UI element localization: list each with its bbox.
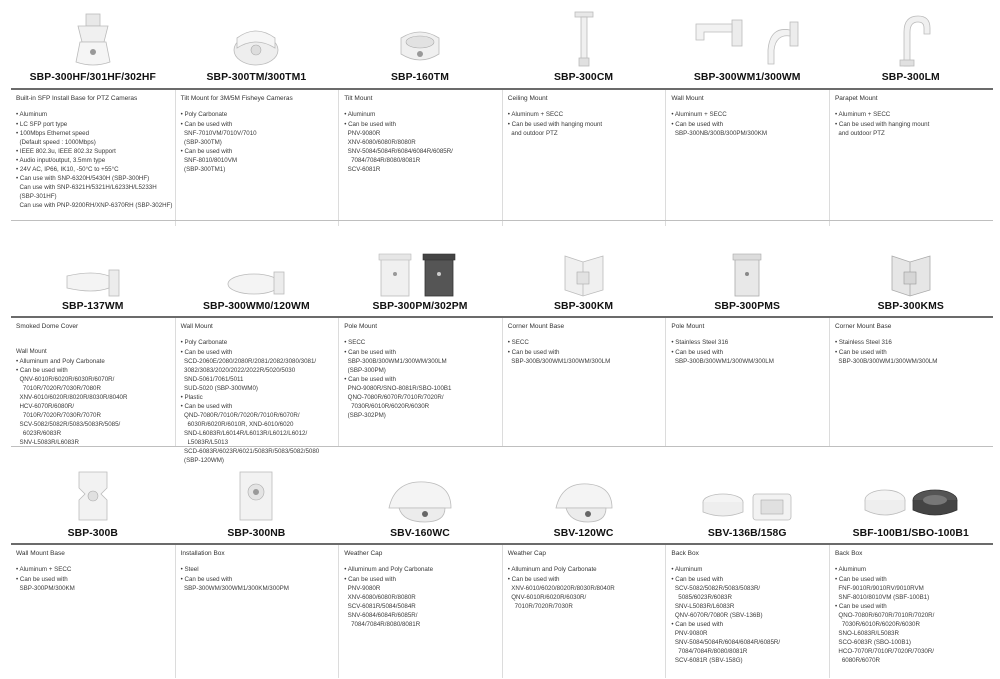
spec-line: PNV-9080R [344,584,381,592]
spec-line: • SECC [344,339,366,347]
product-image [338,236,502,298]
product-subtitle: Corner Mount Base [834,323,892,330]
spec-line: • Can be used with [344,375,396,383]
product-name: SBP-160TM [390,72,450,83]
product-subtitle: Weather Cap [344,550,383,557]
spec-line: SCV-5082/5082R/5083/5083R/5085/ [16,420,121,428]
spec-line: 6023R/6083R [16,429,62,437]
product-name: SBP-300LM [881,72,940,83]
spec-line: • Can be used with [180,147,233,155]
product-name: SBP-300TM/300TM1 [206,72,307,83]
product-spec-cell [665,318,829,446]
product-spec-cell [338,90,502,226]
spec-line: QNO-7080R/6070R/7010R/7020R/ [834,611,935,619]
spec-line: • Can be used with [834,575,887,583]
spec-line: and outdoor PTZ [834,129,885,137]
spec-line: SNF-8010/8010VM [180,156,237,164]
spec-line: PNV-9080R [344,129,381,137]
product-name: SBP-300WM0/120WM [203,301,310,312]
spec-line: • Can be used with [834,348,887,356]
product-image [338,8,502,68]
spec-line: • Can be used with [180,402,233,410]
spec-line: Can use with PNP-9200RH/XNP-6370RH (SBP-302HF) [16,201,173,209]
product-spec-cell [665,90,829,226]
product-subtitle: Pole Mount [344,323,378,330]
spec-line: 7030R/6010R/6020R/6030R [834,620,920,628]
product-subtitle: Wall Mount Base [16,550,65,557]
product-image [338,458,502,524]
wall-mount-arm-icon [692,16,802,68]
product-subtitle: Smoked Dome Cover [16,323,79,330]
spec-line: • Stainless Steel 316 [671,339,729,347]
product-image [502,8,666,68]
spec-line: QND-7080R/7010R/7020R/7010R/6070R/ [180,411,300,419]
wall-mount-base-icon [73,468,113,524]
spec-line: (SBP-120WM) [180,457,224,465]
product-image [11,8,175,68]
spec-line: • Stainless Steel 316 [834,339,892,347]
ceiling-mount-icon [569,10,599,68]
product-image [11,236,175,298]
spec-line: • Aluminum [344,111,376,119]
spec-line: SBP-300B/300WM1/300WM/300LM [834,357,938,365]
spec-line: SUD-5020 (SBP-300WM0) [180,384,258,392]
product-spec-cell [175,90,339,226]
spec-line: QNV-6070R/7080R (SBV-136B) [671,611,763,619]
spec-line: 7010R/7020R/7030R/7070R [16,411,101,419]
spec-line: QNV-6010R/6020R/6030R/6070R/ [16,375,115,383]
spec-line: 7010R/7020R/7030R/7080R [16,384,101,392]
spec-line: • Can be used with [16,366,68,374]
product-spec-cell [502,318,666,446]
product-image [502,458,666,524]
spec-line: SBP-300B/300WM1/300WM/300LM [507,357,611,365]
spec-line: PNO-9080R/SNO-8081R/SBO-100B1 [344,384,452,392]
spec-line: SCV-5082/5082R/5083/5083R/ [671,584,761,592]
product-subtitle: Wall Mount [671,95,704,102]
product-spec-cell [175,545,339,678]
spec-line: 7084/7084R/8080/8081R [344,620,421,628]
spec-line [16,338,169,347]
spec-line: SNO-L6083R/L5083R [834,629,899,637]
spec-line: • Can be used with [180,575,233,583]
product-image [11,458,175,524]
spec-line: • Can be used with hanging mount [507,120,603,128]
spec-line: • Can be used with [671,348,724,356]
back-box-round-icon [861,484,961,524]
installation-box-icon [236,468,276,524]
spec-line: SCO-6083R (SBO-100B1) [834,638,911,646]
spec-line: • Can be used with [834,602,887,610]
product-image [829,8,993,68]
spec-line: • Audio input/output, 3.5mm type [16,156,106,164]
spec-line: • Alluminum and Poly Carbonate [16,357,105,365]
spec-line: • Can be used with [344,120,396,128]
product-spec-cell [338,545,502,678]
spec-line: SBP-300WM/300WM1/300KM/300PM [180,584,289,592]
spec-line: • Can be used with [344,348,396,356]
product-row-1 [11,8,993,226]
spec-line: SCV-6081R/5084/5084R [344,602,416,610]
spec-line: • Aluminum [16,111,48,119]
spec-line: • LC SFP port type [16,120,68,128]
product-subtitle: Corner Mount Base [507,323,565,330]
spec-line: • Plastic [180,393,203,401]
product-name: SBV-160WC [390,528,450,539]
spec-line: SCV-6081R [344,165,381,173]
product-subtitle: Parapet Mount [834,95,878,102]
spec-line: 6080R/6070R [834,656,881,664]
product-subtitle: Tilt Mount for 3M/5M Fisheye Cameras [180,95,293,102]
spec-line: • Can be used with [180,120,233,128]
spec-line: HCO-7070R/7010R/7020R/7030R/ [834,647,935,655]
spec-line: XNV-6010/6020/8020R/8030R/8040R [507,584,615,592]
spec-line: XNV-6080/6080R/8080R [344,593,416,601]
spec-line: L5083R/L5013 [180,439,229,446]
weather-cap-small-icon [552,480,616,524]
spec-line: (SBP-302PM) [344,411,386,419]
spec-line: 5085/6023R/6083R [671,593,732,601]
spec-line: XNV-6080/6080R/8080R [344,138,416,146]
spec-line: 6030R/6020R/6010R, XND-6010/6020 [180,420,294,428]
spec-line: SCD-6083R/6023R/6021/5083R/5083/5082/5080 [180,448,320,456]
spec-line: 7010R/7020R/7030R [507,602,573,610]
spec-line: • Aluminum [671,566,703,574]
pole-mount-steel-icon [729,252,765,298]
product-name: SBP-300NB [227,528,286,539]
spec-line: (SBP-300TM) [180,138,222,146]
product-spec-cell [11,545,175,678]
spec-line: HCV-6070R/6080R/ [16,402,75,410]
dome-wall-mount-icon [63,268,123,298]
product-name: SBP-300PM/302PM [372,301,468,312]
product-subtitle: Weather Cap [507,550,546,557]
product-image [175,8,339,68]
product-image [502,236,666,298]
corner-mount-steel-icon [888,250,934,298]
product-image [829,236,993,298]
product-subtitle: Tilt Mount [344,95,373,102]
product-name: SBP-300KM [553,301,614,312]
spec-line: • Poly Carbonate [180,339,228,347]
spec-line: • Can be used with [16,575,68,583]
spec-line: (SBP-300PM) [344,366,386,374]
spec-line: 7030R/6010R/6020R/6030R [344,402,430,410]
spec-line: • Alluminum and Poly Carbonate [344,566,434,574]
spec-line: SNV-L5083R/L6083R [671,602,735,610]
spec-line: • Alluminum and Poly Carbonate [507,566,597,574]
product-image [829,458,993,524]
spec-line: • IEEE 802.3u, IEEE 802.3z Support [16,147,116,155]
product-spec-cell [502,545,666,678]
tilt-mount-icon [231,20,281,68]
spec-line: SBP-300PM/300KM [16,584,75,592]
spec-line: SNV-6084/6084R/6085R/ [344,611,418,619]
spec-line: • Aluminum + SECC [16,566,72,574]
product-subtitle: Installation Box [180,550,225,557]
product-spec-cell [829,318,993,446]
product-spec-cell [829,545,993,678]
product-row-3 [11,458,993,678]
spec-line: SNF-8010/8010VM (SBF-100B1) [834,593,930,601]
product-spec-cell [175,318,339,465]
spec-line: SCV-6081R (SBV-158G) [671,656,743,664]
product-subtitle: Pole Mount [671,323,705,330]
spec-line: • 100Mbps Ethernet speed [16,129,90,137]
spec-line: • 24V AC, IP66, IK10, -50°C to +55°C [16,165,119,173]
spec-line: SCD-2060E/2080/2080R/2081/2082/3080/3081/ [180,357,317,365]
product-subtitle: Wall Mount [180,323,213,330]
product-image [665,236,829,298]
spec-line: PNV-9080R [671,629,708,637]
product-spec-cell [338,318,502,446]
product-image [175,458,339,524]
product-image [175,236,339,298]
product-spec-cell [11,90,175,226]
spec-line: Can use with SNP-6321H/5321H/L6233H/L5233H [16,183,157,191]
product-image [665,8,829,68]
pole-mount-icon [375,252,465,298]
spec-line: SNV-5084/5084R/6084/6084R/6085R/ [344,147,453,155]
weather-cap-icon [385,478,455,524]
spec-line: • Poly Carbonate [180,111,228,119]
spec-line: 3082/3083/2020/2022/2022R/5020/5030 [180,366,296,374]
product-name: SBF-100B1/SBO-100B1 [852,528,969,539]
divider [11,220,993,221]
spec-line: • Can be used with [671,620,724,628]
spec-line: (Default speed : 1000Mbps) [16,138,96,146]
spec-line: SBP-300B/300WM1/300WM/300LM [344,357,447,365]
product-name: SBP-300KMS [877,301,944,312]
spec-line: QNO-7080R/6070R/7010R/7020R/ [344,393,444,401]
spec-line: • Aluminum + SECC [671,111,727,119]
spec-line: • Can be used with [507,575,560,583]
wall-mount-flat-icon [224,268,288,298]
spec-line: 7084/7084R/8080/8081R [344,156,421,164]
spec-line: • Aluminum [834,566,867,574]
spec-line: FNF-9010R/9010RV/9010RVM [834,584,924,592]
ptz-install-base-icon [68,12,118,68]
product-subtitle: Ceiling Mount [507,95,548,102]
product-name: SBV-120WC [553,528,614,539]
spec-line: (SBP-301HF) [16,192,57,200]
product-name: SBV-136B/158G [707,528,787,539]
product-name: SBP-300WM1/300WM [693,72,801,83]
spec-line: • Can be used with [671,575,724,583]
spec-line: • Can be used with [671,120,724,128]
spec-line: • SECC [507,339,529,347]
product-name: SBP-137WM [62,301,124,312]
product-image [665,458,829,524]
spec-line: SBP-300NB/300B/300PM/300KM [671,129,767,137]
product-spec-cell [11,318,175,446]
product-name: SBP-300CM [553,72,614,83]
spec-line: SND-5061/7061/5011 [180,375,244,383]
spec-line: • Aluminum + SECC [834,111,891,119]
spec-line: • Can be used with [507,348,560,356]
spec-line: Wall Mount [16,348,47,356]
spec-line: • Can use with SNP-6320H/5430H (SBP-300HF) [16,174,150,182]
spec-line: SND-L6083R/L6014R/L6013R/L6012/L6012/ [180,429,308,437]
product-subtitle: Built-in SFP Install Base for PTZ Cameras [16,95,138,102]
spec-line: • Can be used with [180,348,233,356]
spec-line: XNV-6010/6020R/8020R/8030R/8040R [16,393,128,401]
corner-mount-icon [561,250,607,298]
spec-line: QNV-6010R/6020R/6030R/ [507,593,587,601]
product-name: SBP-300B [67,528,119,539]
product-subtitle: Back Box [671,550,699,557]
parapet-mount-icon [886,12,936,68]
product-row-2 [11,236,993,465]
tilt-mount-small-icon [397,24,443,68]
spec-line: 7084/7084R/8080/8081R [671,647,748,655]
spec-line: • Can be used with [344,575,396,583]
spec-line: and outdoor PTZ [507,129,558,137]
spec-line: • Can be used with hanging mount [834,120,930,128]
product-name: SBP-300PMS [714,301,781,312]
spec-line: (SBP-300TM1) [180,165,226,173]
product-spec-cell [665,545,829,678]
back-box-icon [699,488,795,524]
product-spec-cell [829,90,993,226]
spec-line: SNV-5084/5084R/6084/6084R/6085R/ [671,638,781,646]
spec-line: SBP-300B/300WM1/300WM/300LM [671,357,774,365]
spec-line: SNV-L5083R/L6083R [16,438,79,446]
product-name: SBP-300HF/301HF/302HF [29,72,156,83]
spec-line: SNF-7010VM/7010V/7010 [180,129,257,137]
product-subtitle: Back Box [834,550,863,557]
divider [11,446,993,447]
product-spec-cell [502,90,666,226]
spec-line: • Steel [180,566,199,574]
spec-line: • Aluminum + SECC [507,111,564,119]
